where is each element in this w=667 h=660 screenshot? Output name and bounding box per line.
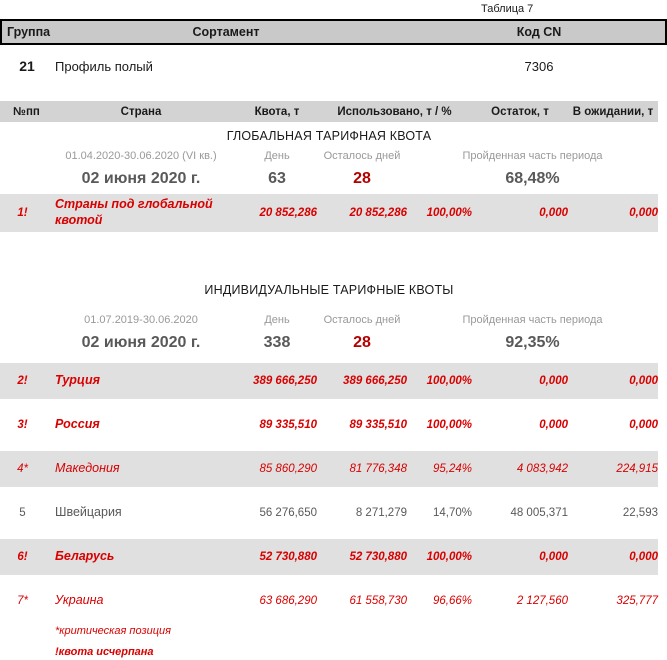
used-percent: 14,70%	[432, 507, 472, 519]
col-header-rest: Остаток, т	[491, 105, 549, 118]
quota-row	[0, 363, 658, 399]
period-range: 01.04.2020-30.06.2020 (VI кв.)	[65, 150, 217, 162]
days-left-label: Осталось дней	[323, 150, 401, 162]
quota-value: 89 335,510	[259, 419, 317, 431]
quota-row	[0, 194, 658, 232]
elapsed-label: Пройденная часть периода	[462, 314, 603, 326]
used-value: 52 730,880	[349, 551, 407, 563]
group-column-label: Группа	[7, 25, 51, 39]
group-header-bar	[0, 19, 667, 45]
row-number: 4*	[17, 463, 28, 475]
used-percent: 100,00%	[426, 551, 472, 563]
group-sortament: Профиль полый	[55, 58, 153, 74]
country-name: Страны под глобальной квотой	[55, 197, 213, 227]
row-number: 1!	[17, 207, 28, 219]
remainder-value: 0,000	[539, 375, 568, 387]
waiting-value: 224,915	[616, 463, 658, 475]
quota-value: 56 276,650	[259, 507, 317, 519]
days-left-value: 28	[353, 170, 371, 187]
quota-value: 85 860,290	[259, 463, 317, 475]
country-name: Швейцария	[55, 505, 122, 520]
quota-value: 20 852,286	[259, 207, 317, 219]
remainder-value: 2 127,560	[516, 595, 568, 607]
row-number: 6!	[17, 551, 28, 563]
quota-value: 63 686,290	[259, 595, 317, 607]
group-row	[0, 56, 667, 76]
used-percent: 100,00%	[426, 375, 472, 387]
remainder-value: 0,000	[539, 419, 568, 431]
used-percent: 100,00%	[426, 207, 472, 219]
used-percent: 95,24%	[432, 463, 472, 475]
col-header-num: №пп	[13, 105, 40, 118]
period-values-row	[0, 331, 658, 355]
col-header-used: Использовано, т / %	[337, 105, 452, 118]
col-header-waiting: В ожидании, т	[572, 105, 654, 118]
quota-value: 52 730,880	[259, 551, 317, 563]
current-date: 02 июня 2020 г.	[81, 334, 201, 351]
days-left-label: Осталось дней	[323, 314, 401, 326]
country-name: Македония	[55, 461, 120, 476]
remainder-value: 48 005,371	[510, 507, 568, 519]
cn-code-column-label: Код CN	[516, 25, 562, 39]
quota-row	[0, 495, 658, 531]
sortament-column-label: Сортамент	[192, 25, 260, 39]
country-name: Россия	[55, 417, 100, 432]
waiting-value: 0,000	[629, 375, 658, 387]
quota-row	[0, 539, 658, 575]
used-value: 89 335,510	[349, 419, 407, 431]
used-value: 81 776,348	[349, 463, 407, 475]
waiting-value: 0,000	[629, 419, 658, 431]
group-number: 21	[19, 58, 35, 74]
elapsed-value: 68,48%	[505, 170, 560, 187]
remainder-value: 0,000	[539, 207, 568, 219]
quota-value: 389 666,250	[253, 375, 317, 387]
table-caption-row	[0, 0, 667, 17]
days-left-value: 28	[353, 334, 371, 351]
period-range: 01.07.2019-30.06.2020	[84, 314, 198, 326]
country-name: Беларусь	[55, 549, 115, 564]
elapsed-value: 92,35%	[505, 334, 560, 351]
section-title: ГЛОБАЛЬНАЯ ТАРИФНАЯ КВОТА	[226, 129, 432, 143]
period-labels-row	[0, 313, 658, 327]
column-header-row	[0, 101, 658, 122]
used-value: 61 558,730	[349, 595, 407, 607]
group-cn-code: 7306	[524, 58, 554, 74]
waiting-value: 325,777	[616, 595, 658, 607]
row-number: 7*	[17, 595, 28, 607]
current-date: 02 июня 2020 г.	[81, 170, 201, 187]
section-global	[0, 129, 667, 232]
quota-row	[0, 451, 658, 487]
quota-row	[0, 583, 658, 619]
table-caption: Таблица 7	[481, 3, 534, 15]
used-value: 20 852,286	[349, 207, 407, 219]
country-name: Турция	[55, 373, 100, 388]
section-title: ИНДИВИДУАЛЬНЫЕ ТАРИФНЫЕ КВОТЫ	[204, 283, 454, 297]
section-individual	[0, 283, 667, 619]
waiting-value: 0,000	[629, 207, 658, 219]
country-name: Украина	[55, 593, 104, 608]
used-percent: 96,66%	[432, 595, 472, 607]
elapsed-label: Пройденная часть периода	[462, 150, 603, 162]
footnote-critical-position: *критическая позиция	[55, 625, 171, 637]
row-number: 5	[19, 507, 26, 519]
period-labels-row	[0, 149, 658, 163]
day-value: 338	[263, 334, 291, 351]
waiting-value: 0,000	[629, 551, 658, 563]
remainder-value: 4 083,942	[516, 463, 568, 475]
period-values-row	[0, 167, 658, 191]
waiting-value: 22,593	[622, 507, 658, 519]
quota-row	[0, 407, 658, 443]
used-value: 8 271,279	[355, 507, 407, 519]
used-value: 389 666,250	[343, 375, 407, 387]
remainder-value: 0,000	[539, 551, 568, 563]
used-percent: 100,00%	[426, 419, 472, 431]
day-label: День	[264, 314, 290, 326]
col-header-quota: Квота, т	[254, 105, 300, 118]
day-value: 63	[268, 170, 286, 187]
footnote-quota-exhausted: !квота исчерпана	[55, 646, 154, 658]
col-header-country: Страна	[120, 105, 162, 118]
row-number: 3!	[17, 419, 28, 431]
row-number: 2!	[17, 375, 28, 387]
day-label: День	[264, 150, 290, 162]
